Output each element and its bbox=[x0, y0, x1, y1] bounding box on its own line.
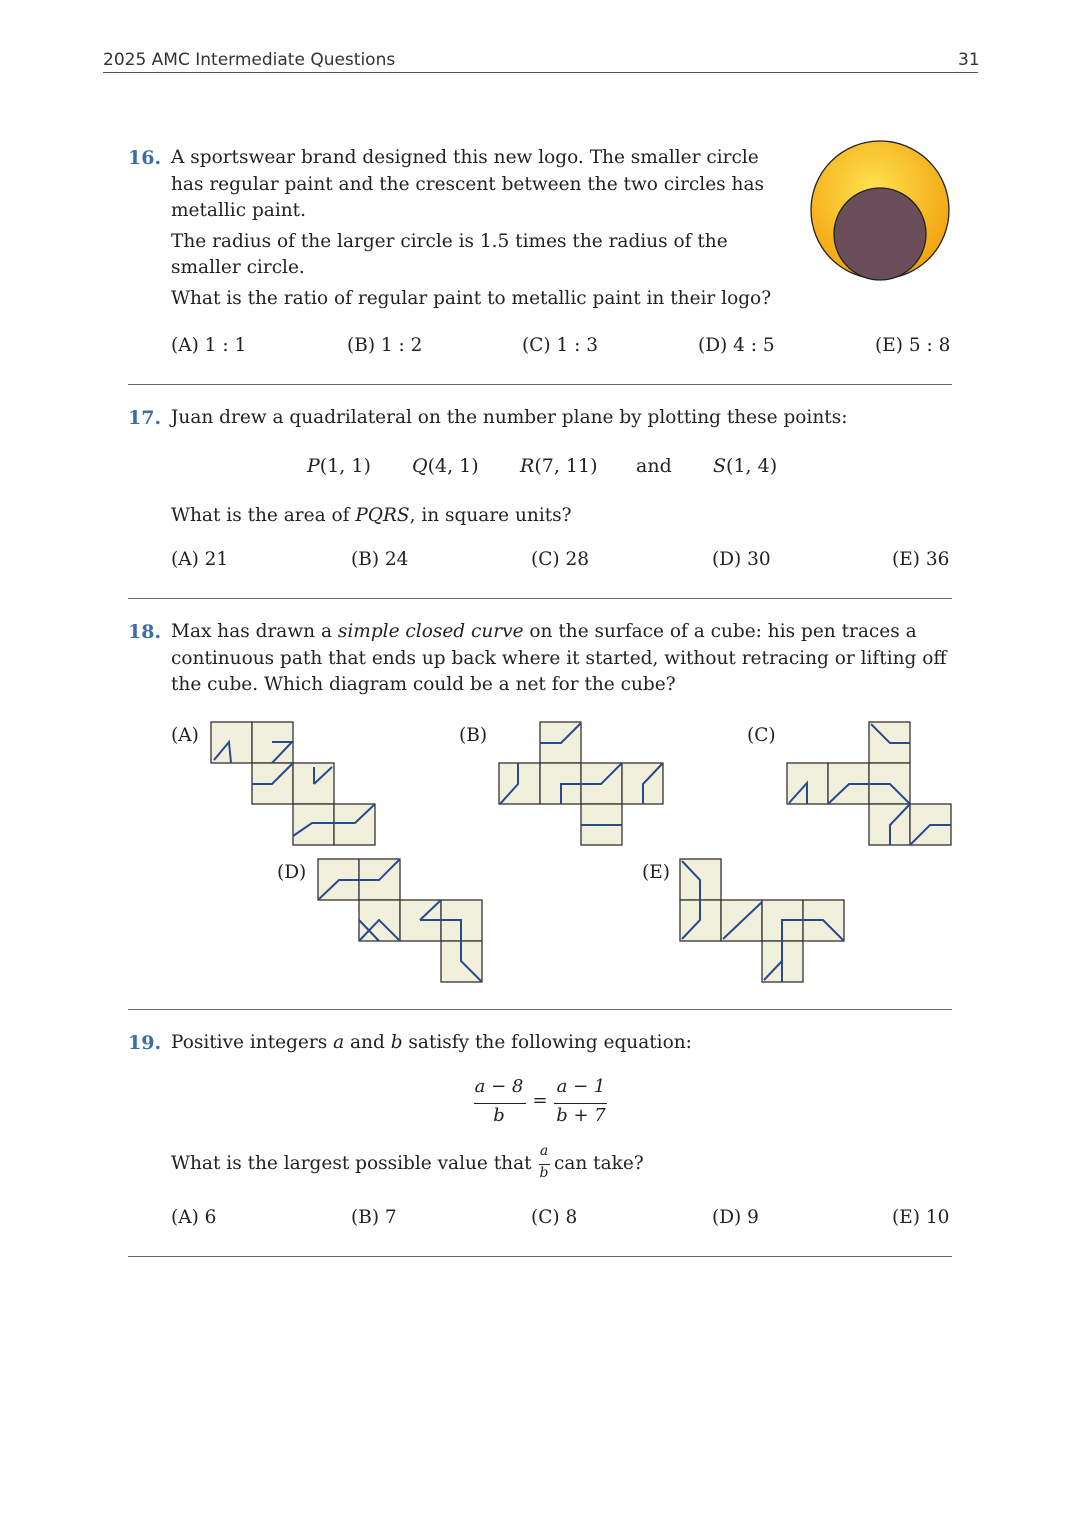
net-a-label[interactable]: (A) bbox=[171, 725, 199, 746]
q16-option-a[interactable]: (A) 1 : 1 bbox=[171, 335, 247, 356]
equation-rhs-denominator: b + 7 bbox=[556, 1105, 606, 1126]
question-18-number: 18. bbox=[128, 621, 162, 643]
q19-var-b: b bbox=[390, 1032, 403, 1053]
q18-text-post: on the surface of a cube: his pen traces a continuous path that ends up back where it started, without retracing or lifting off the cube. Which diagram could be a net for the cube? bbox=[171, 621, 947, 695]
q16-line-5: smaller circle. bbox=[171, 257, 305, 278]
q19-intro-a: Positive integers bbox=[171, 1032, 334, 1053]
question-19-question-post: can take? bbox=[554, 1153, 644, 1174]
q17-question-var: PQRS bbox=[355, 505, 410, 526]
equation-lhs-bar bbox=[474, 1103, 526, 1104]
q19-option-e[interactable]: (E) 10 bbox=[892, 1207, 950, 1228]
page-number: 31 bbox=[958, 50, 980, 70]
net-c-label[interactable]: (C) bbox=[747, 725, 776, 746]
net-b-label[interactable]: (B) bbox=[459, 725, 488, 746]
point-p-coords: (1, 1) bbox=[319, 455, 371, 477]
equation-rhs-bar bbox=[554, 1103, 607, 1104]
q19-option-d[interactable]: (D) 9 bbox=[712, 1207, 759, 1228]
q19-intro-b: satisfy the following equation: bbox=[402, 1032, 692, 1053]
q17-option-b[interactable]: (B) 24 bbox=[351, 549, 409, 570]
q19-option-b[interactable]: (B) 7 bbox=[351, 1207, 397, 1228]
question-19-number: 19. bbox=[128, 1032, 162, 1054]
q19-inline-frac-den: b bbox=[539, 1165, 549, 1181]
point-q-coords: (4, 1) bbox=[427, 455, 479, 477]
q19-option-a[interactable]: (A) 6 bbox=[171, 1207, 217, 1228]
q16-option-d[interactable]: (D) 4 : 5 bbox=[698, 335, 775, 356]
equation-lhs-denominator: b bbox=[493, 1105, 505, 1126]
separator-18-19 bbox=[128, 1009, 952, 1010]
separator-after-19 bbox=[128, 1256, 952, 1257]
q19-var-a: a bbox=[333, 1032, 345, 1053]
point-p-name: P bbox=[307, 455, 320, 477]
q17-option-c[interactable]: (C) 28 bbox=[531, 549, 590, 570]
points-and: and bbox=[636, 455, 672, 477]
point-r-coords: (7, 11) bbox=[534, 455, 598, 477]
q16-option-b[interactable]: (B) 1 : 2 bbox=[347, 335, 423, 356]
equation-lhs-numerator: a − 8 bbox=[474, 1076, 524, 1097]
net-e-label[interactable]: (E) bbox=[642, 862, 670, 883]
equation-equals: = bbox=[532, 1090, 548, 1111]
q19-inline-frac-num: a bbox=[539, 1143, 549, 1159]
q17-option-a[interactable]: (A) 21 bbox=[171, 549, 229, 570]
point-q-name: Q bbox=[412, 455, 428, 477]
q18-text-pre: Max has drawn a bbox=[171, 621, 338, 642]
q16-line-3: metallic paint. bbox=[171, 200, 306, 221]
q16-line-2: has regular paint and the crescent between the two circles has bbox=[171, 173, 764, 195]
question-16-number: 16. bbox=[128, 147, 162, 169]
q17-option-d[interactable]: (D) 30 bbox=[712, 549, 771, 570]
equation-rhs-numerator: a − 1 bbox=[556, 1076, 606, 1097]
q16-line-1: A sportswear brand designed this new logo. The smaller circle bbox=[171, 147, 759, 168]
net-a[interactable] bbox=[211, 722, 375, 845]
net-d-label[interactable]: (D) bbox=[277, 862, 307, 883]
q16-option-e[interactable]: (E) 5 : 8 bbox=[875, 335, 951, 356]
net-a-face-5 bbox=[293, 804, 334, 845]
point-s-coords: (1, 4) bbox=[726, 455, 778, 477]
q19-option-c[interactable]: (C) 8 bbox=[531, 1207, 578, 1228]
q16-line-6: What is the ratio of regular paint to metallic paint in their logo? bbox=[171, 287, 772, 309]
q16-option-c[interactable]: (C) 1 : 3 bbox=[522, 335, 599, 356]
q17-question-pre: What is the area of bbox=[171, 505, 356, 526]
question-17-intro: Juan drew a quadrilateral on the number plane by plotting these points: bbox=[171, 407, 848, 428]
q19-intro-and: and bbox=[344, 1032, 391, 1053]
question-17-number: 17. bbox=[128, 407, 162, 429]
question-19-intro bbox=[171, 1030, 692, 1057]
page-header-title: 2025 AMC Intermediate Questions bbox=[103, 50, 396, 70]
q17-question-post: , in square units? bbox=[409, 505, 572, 526]
q18-text-em: simple closed curve bbox=[337, 621, 524, 642]
point-s-name: S bbox=[713, 455, 727, 477]
question-19-question-pre: What is the largest possible value that bbox=[171, 1153, 532, 1174]
q17-option-e[interactable]: (E) 36 bbox=[892, 549, 950, 570]
q16-line-4: The radius of the larger circle is 1.5 times the radius of the bbox=[171, 230, 728, 252]
point-r-name: R bbox=[520, 455, 535, 477]
